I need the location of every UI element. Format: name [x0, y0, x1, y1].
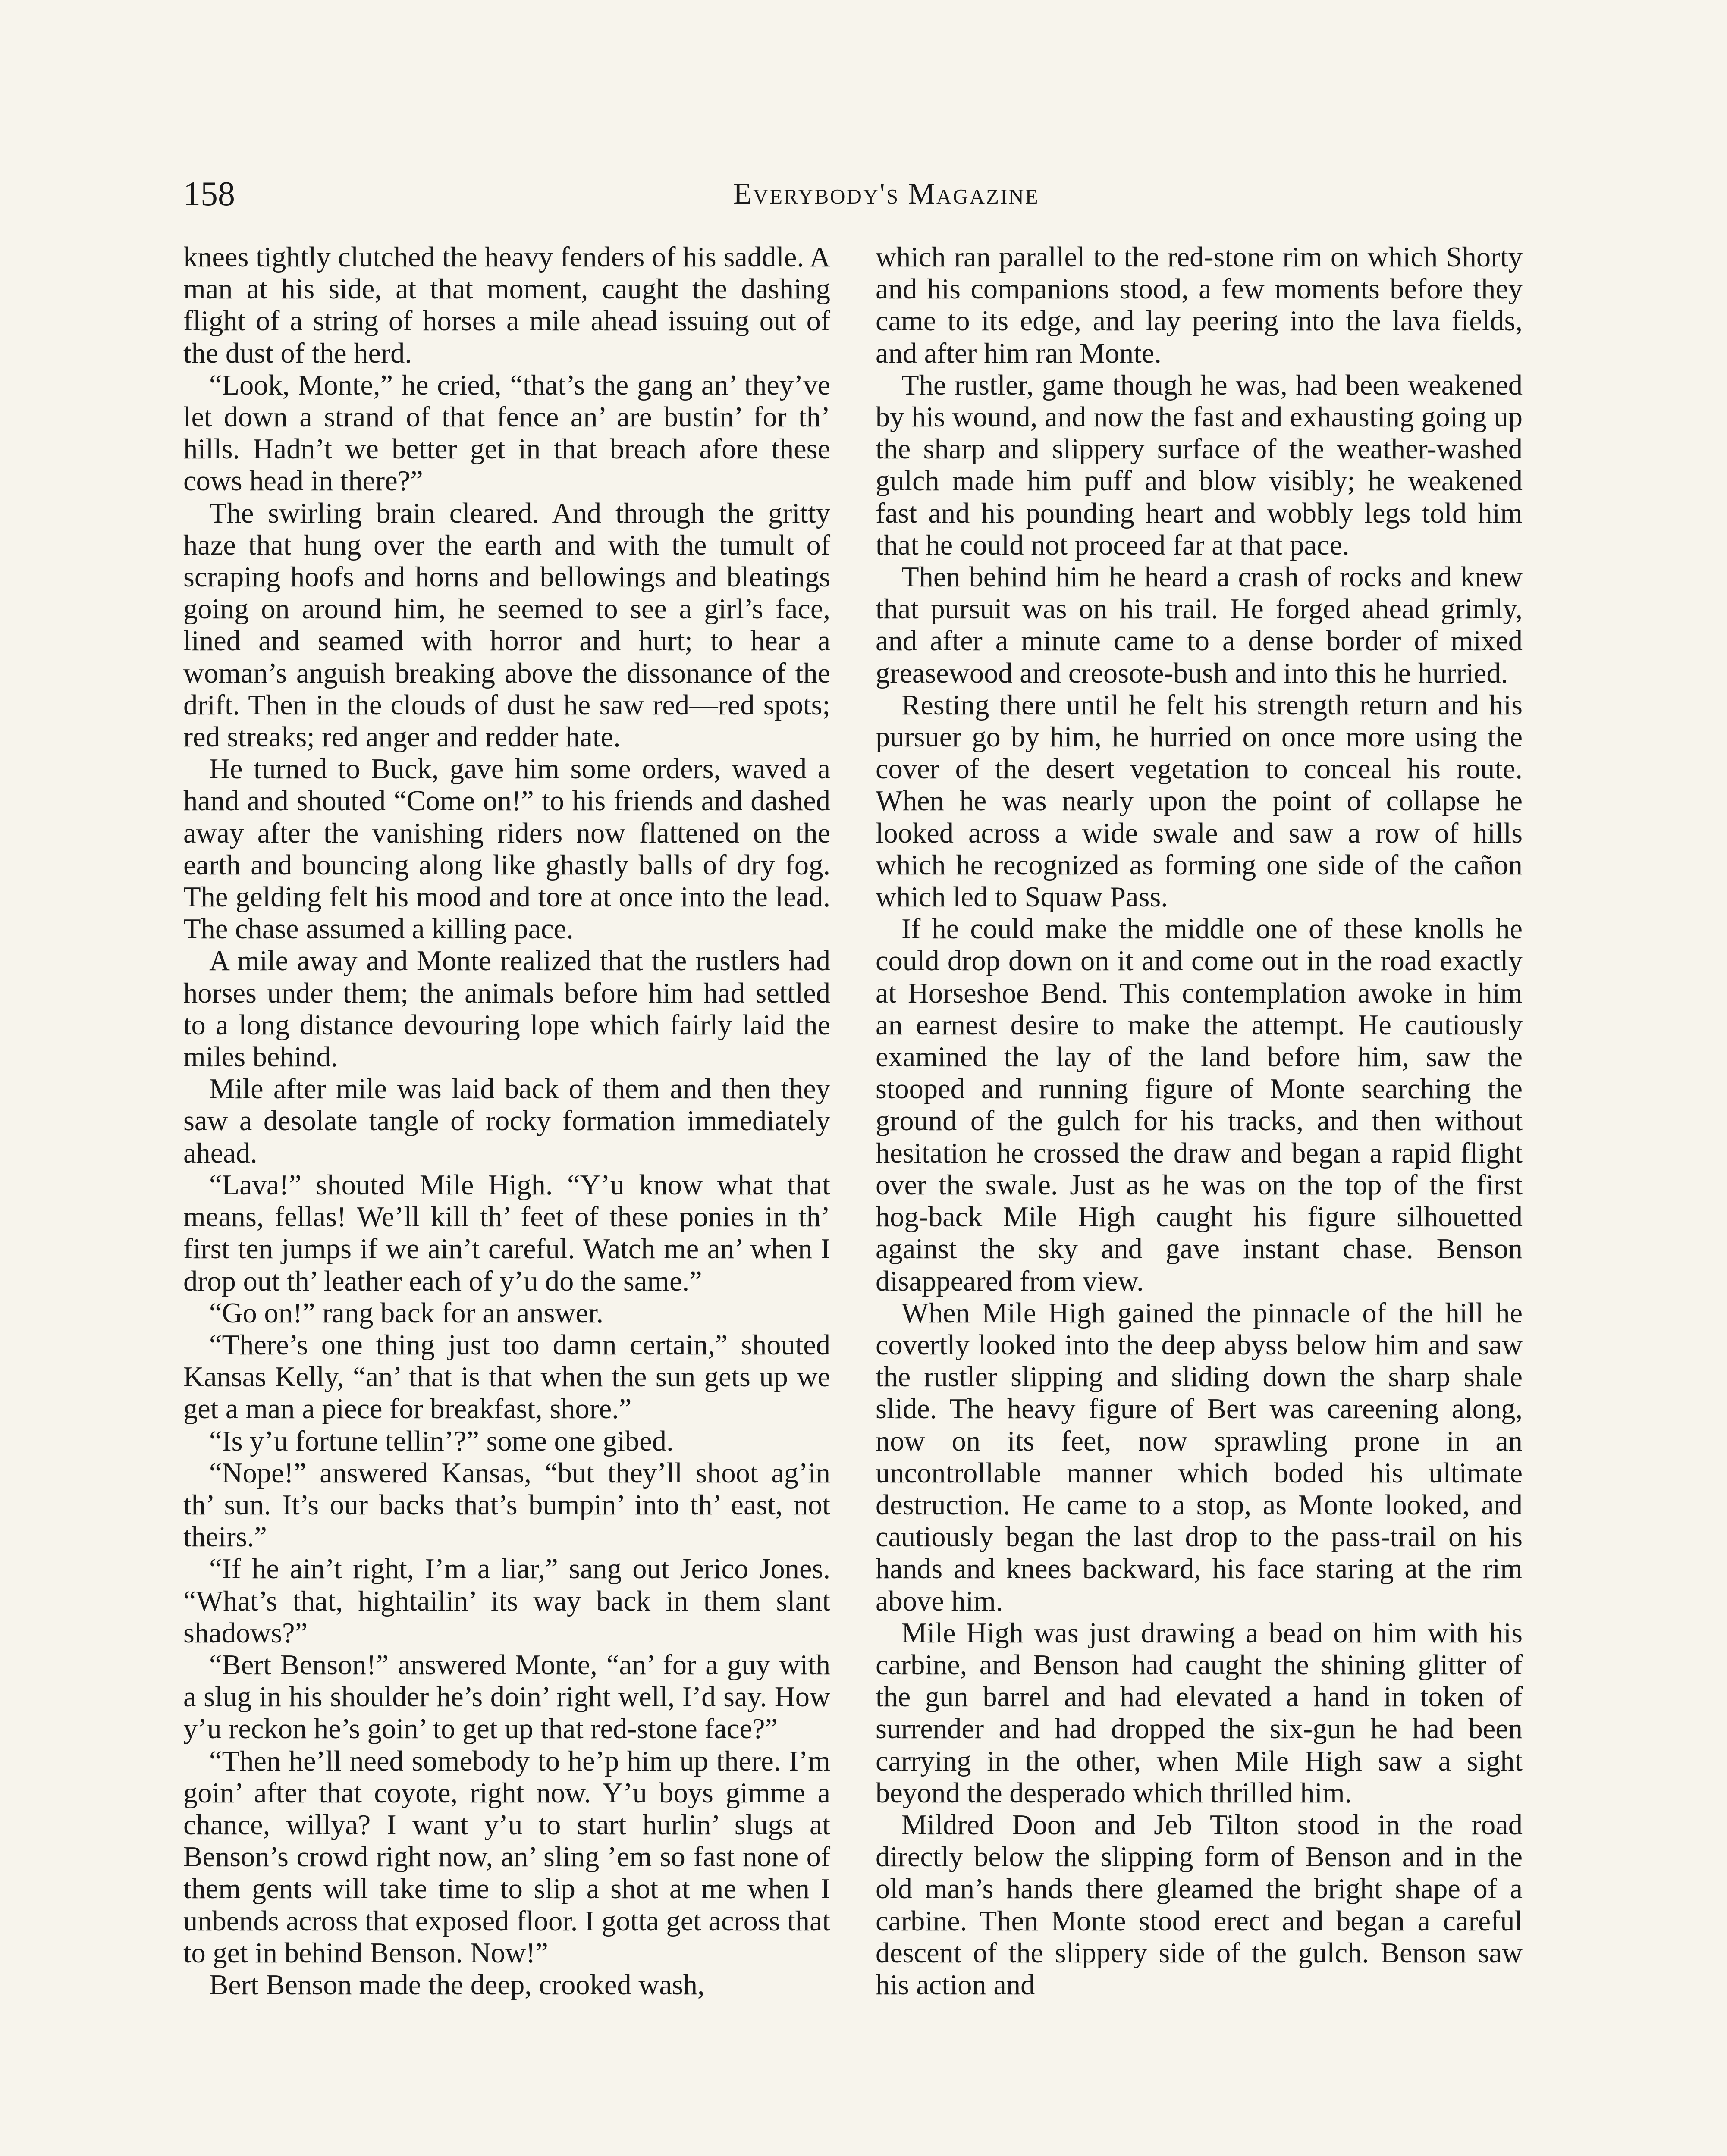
page-number: 158: [183, 175, 235, 213]
paragraph: When Mile High gained the pinnacle of the hill he covertly looked into the deep abyss below him and saw the rustler slipping and sliding down the sharp shale slide. The heavy figure of Bert was careening along, now on its feet, now sprawling prone in an uncontrollable manner which boded his ultimate destruction. He came to a stop, as Monte looked, and cautiously began the last drop to the pass-trail on his hands and knees backward, his face staring at the rim above him.: [876, 1297, 1523, 1617]
paragraph: “Then he’ll need somebody to he’p him up there. I’m goin’ after that coyote, right now. Y’u boys gimme a chance, willya? I want y’u to start hurlin’ slugs at Benson’s crowd right now, an’ sling ’em so fast none of them gents will take time to slip a shot at me when I unbends across that exposed floor. I gotta get across that to get in behind Benson. Now!”: [183, 1745, 830, 1969]
paragraph: The rustler, game though he was, had been weakened by his wound, and now the fast and exhausting going up the sharp and slippery surface of the weather-washed gulch made him puff and blow visibly; he weakened fast and his pounding heart and wobbly legs told him that he could not proceed far at that pace.: [876, 369, 1523, 561]
paragraph: which ran parallel to the red-stone rim on which Shorty and his companions stood, a few moments before they came to its edge, and lay peering into the lava fields, and after him ran Monte.: [876, 241, 1523, 369]
paragraph: Bert Benson made the deep, crooked wash,: [209, 1969, 705, 2001]
running-head: Everybody's Magazine: [733, 177, 1039, 210]
paragraph: A mile away and Monte realized that the rustlers had horses under them; the animals before him had settled to a long distance devouring lope which fairly laid the miles behind.: [183, 945, 830, 1073]
right-column: [876, 241, 1523, 2001]
paragraph: Then behind him he heard a crash of rocks and knew that pursuit was on his trail. He forged ahead grimly, and after a minute came to a dense border of mixed greasewood and creosote-bush and into this he hurried.: [876, 561, 1523, 689]
paragraph: “Go on!” rang back for an answer.: [209, 1297, 603, 1329]
paragraph: “There’s one thing just too damn certain,” shouted Kansas Kelly, “an’ that is that when the sun gets up we get a man a piece for breakfast, shore.”: [183, 1329, 830, 1425]
paragraph: “Lava!” shouted Mile High. “Y’u know what that means, fellas! We’ll kill th’ feet of these ponies in th’ first ten jumps if we ain’t careful. Watch me an’ when I drop out th’ leather each of y’u do the same.”: [183, 1169, 830, 1297]
left-column: [183, 241, 830, 2001]
paragraph: Resting there until he felt his strength return and his pursuer go by him, he hurried on once more using the cover of the desert vegetation to conceal his route. When he was nearly upon the point of collapse he looked across a wide swale and saw a row of hills which he recognized as forming one side of the cañon which led to Squaw Pass.: [876, 689, 1523, 913]
paragraph: “Is y’u fortune tellin’?” some one gibed.: [209, 1425, 674, 1457]
paragraph: Mildred Doon and Jeb Tilton stood in the road directly below the slipping form of Benson and in the old man’s hands there gleamed the bright shape of a carbine. Then Monte stood erect and began a careful descent of the slippery side of the gulch. Benson saw his action and: [876, 1809, 1523, 2001]
paragraph: The swirling brain cleared. And through the gritty haze that hung over the earth and with the tumult of scraping hoofs and horns and bellowings and bleatings going on around him, he seemed to see a girl’s face, lined and seamed with horror and hurt; to hear a woman’s anguish breaking above the dissonance of the drift. Then in the clouds of dust he saw red—red spots; red streaks; red anger and redder hate.: [183, 497, 830, 753]
paragraph: If he could make the middle one of these knolls he could drop down on it and come out in the road exactly at Horseshoe Bend. This contemplation awoke in him an earnest desire to make the attempt. He cautiously examined the lay of the land before him, saw the stooped and running figure of Monte searching the ground of the gulch for his tracks, and then without hesitation he crossed the draw and began a rapid flight over the swale. Just as he was on the top of the first hog-back Mile High caught his figure silhouetted against the sky and gave instant chase. Benson disappeared from view.: [876, 913, 1523, 1297]
paragraph: “If he ain’t right, I’m a liar,” sang out Jerico Jones. “What’s that, hightailin’ its way back in them slant shadows?”: [183, 1553, 830, 1649]
paragraph: “Look, Monte,” he cried, “that’s the gang an’ they’ve let down a strand of that fence an’ are bustin’ for th’ hills. Hadn’t we better get in that breach afore these cows head in there?”: [183, 369, 830, 497]
paragraph: He turned to Buck, gave him some orders, waved a hand and shouted “Come on!” to his friends and dashed away after the vanishing riders now flattened on the earth and bouncing along like ghastly balls of dry fog. The gelding felt his mood and tore at once into the lead. The chase assumed a killing pace.: [183, 753, 830, 945]
paragraph: knees tightly clutched the heavy fenders of his saddle. A man at his side, at that moment, caught the dashing flight of a string of horses a mile ahead issuing out of the dust of the herd.: [183, 241, 830, 369]
paragraph: Mile High was just drawing a bead on him with his carbine, and Benson had caught the shining glitter of the gun barrel and had elevated a hand in token of surrender and had dropped the six-gun he had been carrying in the other, when Mile High saw a sight beyond the desperado which thrilled him.: [876, 1617, 1523, 1809]
paragraph: Mile after mile was laid back of them and then they saw a desolate tangle of rocky formation immediately ahead.: [183, 1073, 830, 1169]
paragraph: “Bert Benson!” answered Monte, “an’ for a guy with a slug in his shoulder he’s doin’ right well, I’d say. How y’u reckon he’s goin’ to get up that red-stone face?”: [183, 1649, 830, 1745]
paragraph: “Nope!” answered Kansas, “but they’ll shoot ag’in th’ sun. It’s our backs that’s bumpin’ into th’ east, not theirs.”: [183, 1457, 830, 1553]
